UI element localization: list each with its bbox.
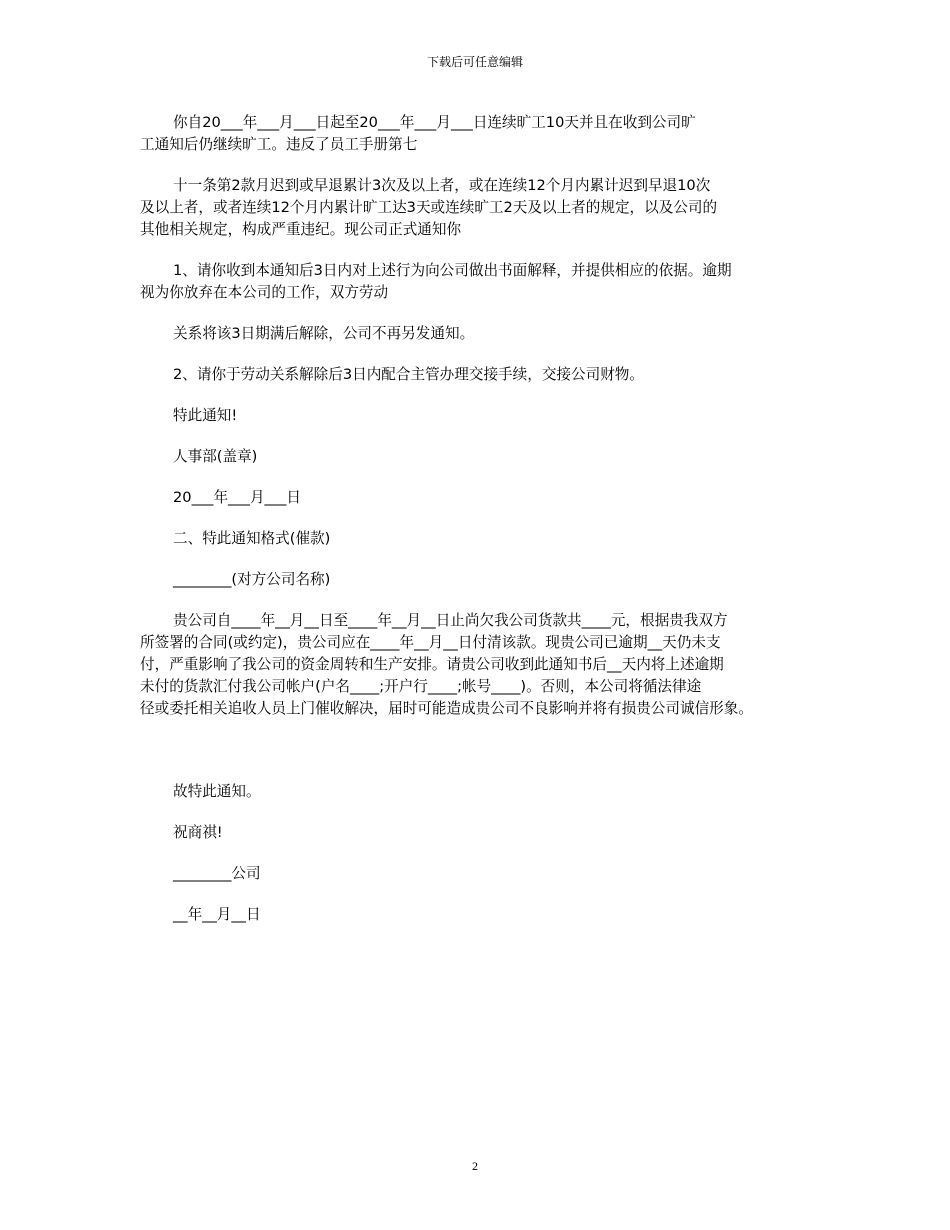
document-body	[140, 112, 812, 945]
text-line: ________(对方公司名称)	[173, 571, 331, 588]
text-line: 关系将该3日期满后解除，公司不再另发通知。	[173, 325, 475, 342]
section-heading-payment-format	[140, 528, 812, 550]
paragraph-item-1	[140, 260, 812, 304]
paragraph-recipient-company	[140, 569, 812, 591]
text-line: 1、请你收到本通知后3日内对上述行为向公司做出书面解释，并提供相应的依据。逾期	[173, 262, 732, 279]
text-line: 你自20___年___月___日起至20___年___月___日连续旷工10天并且在收到公司旷	[173, 114, 696, 131]
paragraph-absence-notice	[140, 112, 812, 156]
paragraph-payment-demand	[140, 610, 812, 720]
text-line: 特此通知!	[173, 407, 238, 424]
text-line: 十一条第2款月迟到或早退累计3次及以上者，或在连续12个月内累计迟到早退10次	[173, 177, 711, 194]
text-line: 二、特此通知格式(催款)	[173, 530, 331, 547]
text-line: 所签署的合同(或约定)，贵公司应在____年__月__日付清该款。现贵公司已逾期__天仍未支	[140, 634, 721, 651]
paragraph-signature-company	[140, 863, 812, 885]
paragraph-hereby-notice	[140, 405, 812, 427]
text-line: 径或委托相关追收人员上门催收解决，届时可能造成贵公司不良影响并将有损贵公司诚信形象。	[140, 700, 753, 717]
paragraph-date	[140, 487, 812, 509]
paragraph-hr-seal	[140, 446, 812, 468]
text-line: 未付的货款汇付我公司帐户(户名____;开户行____;帐号____)。否则，本公司将循法律途	[140, 678, 702, 695]
text-line: ________公司	[173, 865, 261, 882]
text-line: 其他相关规定，构成严重违纪。现公司正式通知你	[140, 221, 462, 238]
page-header: 下载后可任意编辑	[426, 55, 523, 69]
text-line: 工通知后仍继续旷工。违反了员工手册第七	[140, 136, 418, 153]
paragraph-closing-notice	[140, 781, 812, 803]
page-number: 2	[472, 1159, 478, 1173]
text-line: 贵公司自____年__月__日至____年__月__日止尚欠我公司货款共____元，根据贵我双方	[173, 612, 728, 629]
text-line: 付，严重影响了我公司的资金周转和生产安排。请贵公司收到此通知书后__天内将上述逾期	[140, 656, 724, 673]
text-line: 祝商祺!	[173, 824, 223, 841]
text-line: 2、请你于劳动关系解除后3日内配合主管办理交接手续，交接公司财物。	[173, 366, 644, 383]
paragraph-item-2	[140, 364, 812, 386]
paragraph-greeting	[140, 822, 812, 844]
paragraph-violation-rule	[140, 175, 812, 241]
paragraph-signature-date	[140, 904, 812, 926]
text-line: 视为你放弃在本公司的工作，双方劳动	[140, 284, 389, 301]
text-line: 及以上者，或者连续12个月内累计旷工达3天或连续旷工2天及以上者的规定，以及公司的	[140, 199, 718, 216]
text-line: __年__月__日	[173, 906, 261, 923]
text-line: 20___年___月___日	[173, 489, 302, 506]
text-line: 人事部(盖章)	[173, 448, 258, 465]
paragraph-relation-termination	[140, 323, 812, 345]
text-line: 故特此通知。	[173, 783, 261, 800]
